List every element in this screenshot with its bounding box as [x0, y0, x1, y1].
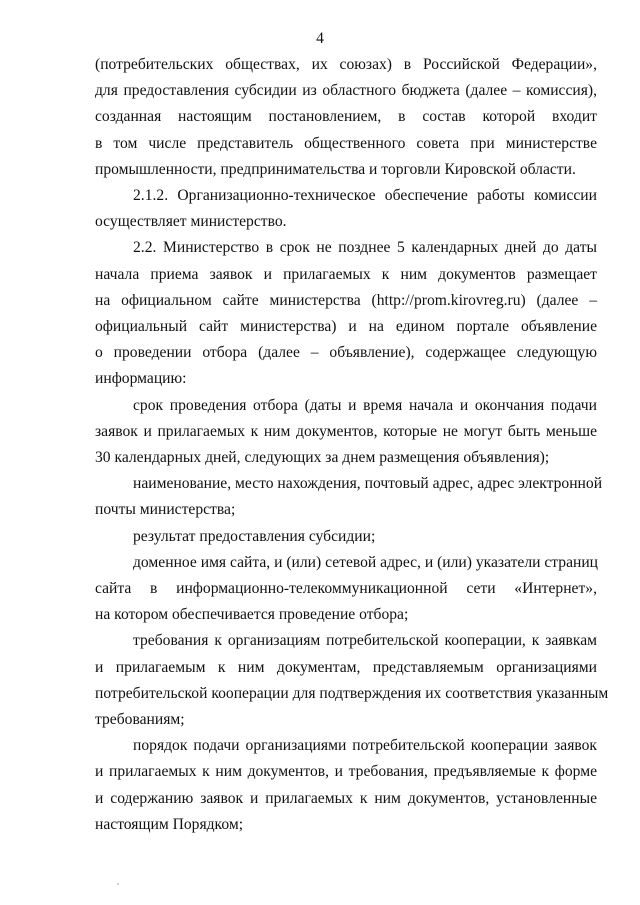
text-line: заявок и прилагаемых к ним документов, которые не могут быть меньше: [95, 422, 597, 440]
text-line: сайта в информационно-телекоммуникационной сети «Интернет»,: [95, 580, 597, 598]
text-line: информацию:: [95, 370, 187, 388]
text-line: и содержанию заявок и прилагаемых к ним документов, установленные: [95, 789, 597, 807]
text-line: почты министерства;: [95, 501, 236, 519]
text-line: доменное имя сайта, и (или) сетевой адрес, и (или) указатели страниц: [133, 553, 599, 571]
text-line: срок проведения отбора (даты и время начала и окончания подачи: [133, 396, 597, 414]
paragraph-commission: [95, 52, 597, 183]
text-line: на котором обеспечивается проведение отбора;: [95, 606, 409, 624]
text-line: на официальном сайте министерства (http://prom.kirovreg.ru) (далее –: [95, 291, 597, 309]
text-line: 2.1.2. Организационно-техническое обеспечение работы комиссии: [133, 187, 597, 205]
text-line: результат предоставления субсидии;: [133, 527, 376, 545]
scan-dot: [117, 883, 119, 885]
list-item-domain-name: [95, 550, 597, 629]
text-line: 30 календарных дней, следующих за днем размещения объявления);: [95, 449, 550, 467]
text-line: потребительской кооперации для подтверждения их соответствия указанным: [95, 684, 609, 702]
text-line: созданная настоящим постановлением, в состав которой входит: [95, 108, 597, 126]
text-line: требования к организациям потребительской кооперации, к заявкам: [133, 632, 597, 650]
text-line: и прилагаемых к ним документов, и требования, предъявляемые к форме: [95, 763, 597, 781]
text-line: (потребительских обществах, их союзах) в Российской Федерации»,: [95, 56, 597, 73]
page-number: 4: [316, 30, 324, 47]
text-line: и прилагаемым к ним документам, представляемым организациями: [95, 658, 597, 676]
list-item-requirements: [95, 628, 609, 733]
text-line: требованиям;: [95, 711, 185, 729]
text-line: порядок подачи организациями потребительской кооперации заявок: [133, 737, 597, 755]
text-line: промышленности, предпринимательства и торговли Кировской области.: [95, 160, 576, 178]
document-body: [95, 52, 609, 838]
list-item-subsidy-result: [95, 524, 597, 550]
paragraph-2-1-2: [95, 183, 597, 235]
text-line: в том числе представитель общественного совета при министерстве: [95, 134, 597, 152]
list-item-submission-procedure: [95, 733, 597, 838]
text-line: для предоставления субсидии из областного бюджета (далее – комиссия),: [95, 82, 597, 100]
list-item-ministry-contacts: [95, 471, 603, 523]
text-line: официальный сайт министерства) и на едином портале объявление: [95, 318, 597, 336]
text-line: настоящим Порядком;: [95, 815, 244, 833]
text-line: о проведении отбора (далее – объявление), содержащее следующую: [95, 344, 597, 362]
list-item-selection-period: [95, 393, 597, 472]
text-line: наименование, место нахождения, почтовый адрес, адрес электронной: [133, 475, 603, 493]
text-line: 2.2. Министерство в срок не позднее 5 календарных дней до даты: [133, 239, 597, 257]
paragraph-2-2: [95, 235, 597, 392]
text-line: осуществляет министерство.: [95, 213, 287, 231]
text-line: начала приема заявок и прилагаемых к ним документов размещает: [95, 265, 597, 283]
